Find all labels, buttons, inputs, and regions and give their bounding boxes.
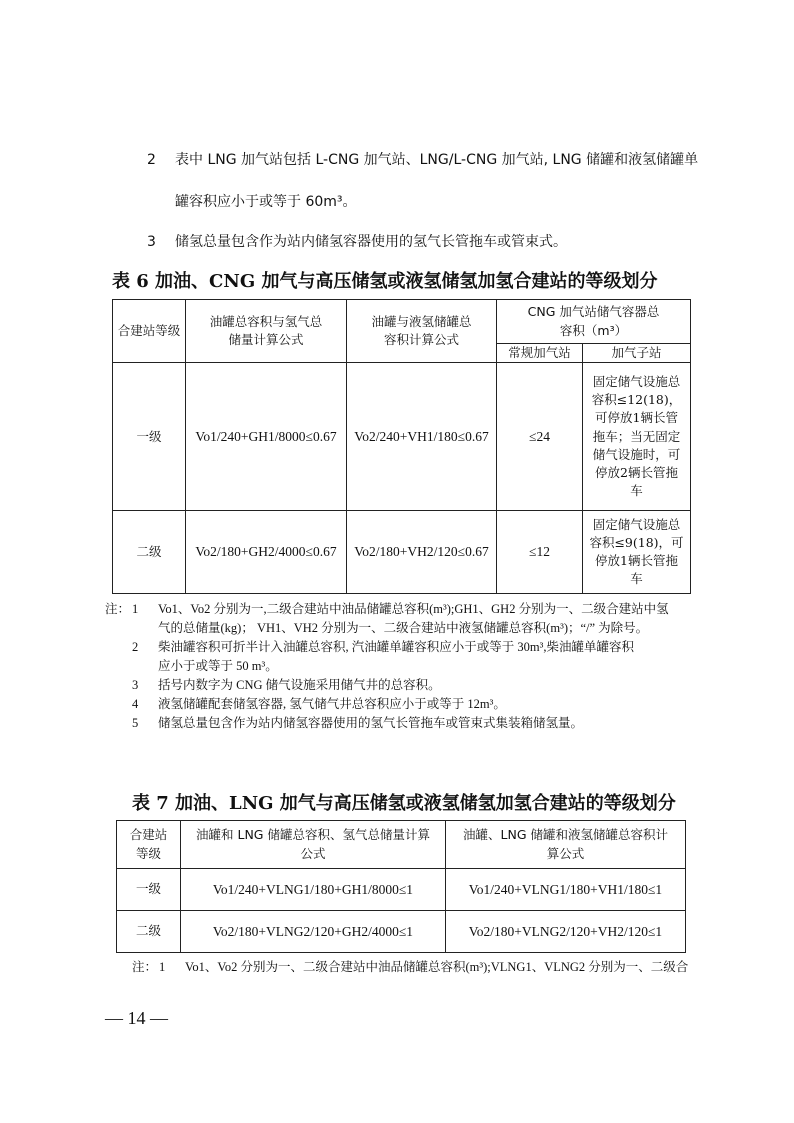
table6 xyxy=(112,299,691,594)
table6-header-cng-sub: 加气子站 xyxy=(583,344,691,363)
table6-note-5: 5 储氢总量包含作为站内储氢容器使用的氢气长管拖车或管束式集装箱储氢量。 xyxy=(132,716,584,730)
table6-header-oil-lh2: 油罐与液氢储罐总容积计算公式 xyxy=(347,300,497,363)
intro-note-2-cont xyxy=(175,192,705,212)
table7-header-formula-a: 油罐和 LNG 储罐总容积、氢气总储量计算公式 xyxy=(181,821,446,869)
table6-header-oil-h2: 油罐总容积与氢气总储量计算公式 xyxy=(186,300,347,363)
notes-label: 注： xyxy=(105,602,131,616)
table6-note-1-cont: 气的总储量(kg)； VH1、VH2 分别为一、二级合建站中液氢储罐总容积(m³)；“/” 为除号。 xyxy=(158,621,649,635)
table6-title: 表 6 加油、CNG 加气与高压储氢或液氢储氢加氢合建站的等级划分 xyxy=(112,271,658,292)
table6-note-2: 2 柴油罐容积可折半计入油罐总容积, 汽油罐单罐容积应小于或等于 30m³,柴油罐单罐容积 应小于或等于 50 m³。 xyxy=(105,638,697,676)
table7-cell-grade: 二级 xyxy=(117,911,181,953)
note-number: 3 xyxy=(147,234,156,250)
intro-note-3 xyxy=(147,232,707,252)
table-row xyxy=(117,869,686,911)
table7-cell-formula-b: Vo1/240+VLNG1/180+VH1/180≤1 xyxy=(446,869,686,911)
table6-cell-cng-regular: ≤24 xyxy=(497,363,583,511)
table6-cell-grade: 一级 xyxy=(113,363,186,511)
table6-cell-oil-h2: Vo2/180+GH2/4000≤0.67 xyxy=(186,511,347,594)
table7-header-grade: 合建站等级 xyxy=(117,821,181,869)
table7-cell-formula-a: Vo1/240+VLNG1/180+GH1/8000≤1 xyxy=(181,869,446,911)
table6-header-cng-group: CNG 加气站储气容器总容积（m³） xyxy=(497,300,691,344)
table-row xyxy=(113,363,691,511)
table6-cell-oil-lh2: Vo2/240+VH1/180≤0.67 xyxy=(347,363,497,511)
table7-cell-formula-b: Vo2/180+VLNG2/120+VH2/120≤1 xyxy=(446,911,686,953)
table7-note-1: 注： 1 Vo1、Vo2 分别为一、二级合建站中油品储罐总容积(m³);VLNG1、VLNG2 分别为一、二级合 xyxy=(132,958,702,977)
table6-note-2-cont: 应小于或等于 50 m³。 xyxy=(158,659,278,673)
table6-cell-cng-regular: ≤12 xyxy=(497,511,583,594)
table6-cell-oil-lh2: Vo2/180+VH2/120≤0.67 xyxy=(347,511,497,594)
table7-header-formula-b: 油罐、LNG 储罐和液氢储罐总容积计算公式 xyxy=(446,821,686,869)
table6-cell-cng-sub: 固定储气设施总容积≤12(18)，可停放1辆长管拖车；当无固定储气设施时，可停放2辆长管拖车 xyxy=(583,363,691,511)
page-number: — 14 — xyxy=(105,1008,168,1028)
note-text: 储氢总量包含作为站内储氢容器使用的氢气长管拖车或管束式。 xyxy=(175,234,567,250)
table6-notes xyxy=(105,600,697,733)
intro-note-2 xyxy=(147,150,707,170)
note-number: 2 xyxy=(147,152,156,168)
table6-cell-oil-h2: Vo1/240+GH1/8000≤0.67 xyxy=(186,363,347,511)
table6-note-3: 3 括号内数字为 CNG 储气设施采用储气井的总容积。 xyxy=(132,678,441,692)
table-row xyxy=(117,911,686,953)
table6-note-4: 4 液氢储罐配套储氢容器, 氢气储气井总容积应小于或等于 12m³。 xyxy=(132,697,506,711)
table6-header-grade: 合建站等级 xyxy=(113,300,186,363)
table6-header-cng-regular: 常规加气站 xyxy=(497,344,583,363)
table-row xyxy=(113,511,691,594)
table6-note-1: 注： 1 Vo1、Vo2 分别为一,二级合建站中油品储罐总容积(m³);GH1、GH2 分别为一、二级合建站中氢 气的总储量(kg)； VH1、VH2 分别为一、二级合建站中液氢储罐总容积(m³)；“/” 为除号。 xyxy=(105,600,697,638)
table7-title: 表 7 加油、LNG 加气与高压储氢或液氢储氢加氢合建站的等级划分 xyxy=(132,793,676,814)
table6-cell-grade: 二级 xyxy=(113,511,186,594)
table6-cell-cng-sub: 固定储气设施总容积≤9(18)，可停放1辆长管拖车 xyxy=(583,511,691,594)
note-text: 罐容积应小于或等于 60m³。 xyxy=(175,194,357,210)
note-text: 表中 LNG 加气站包括 L-CNG 加气站、LNG/L-CNG 加气站, LNG 储罐和液氢储罐单 xyxy=(175,152,699,168)
notes-label: 注： xyxy=(132,960,158,974)
table7 xyxy=(116,820,686,953)
table7-cell-formula-a: Vo2/180+VLNG2/120+GH2/4000≤1 xyxy=(181,911,446,953)
table7-cell-grade: 一级 xyxy=(117,869,181,911)
